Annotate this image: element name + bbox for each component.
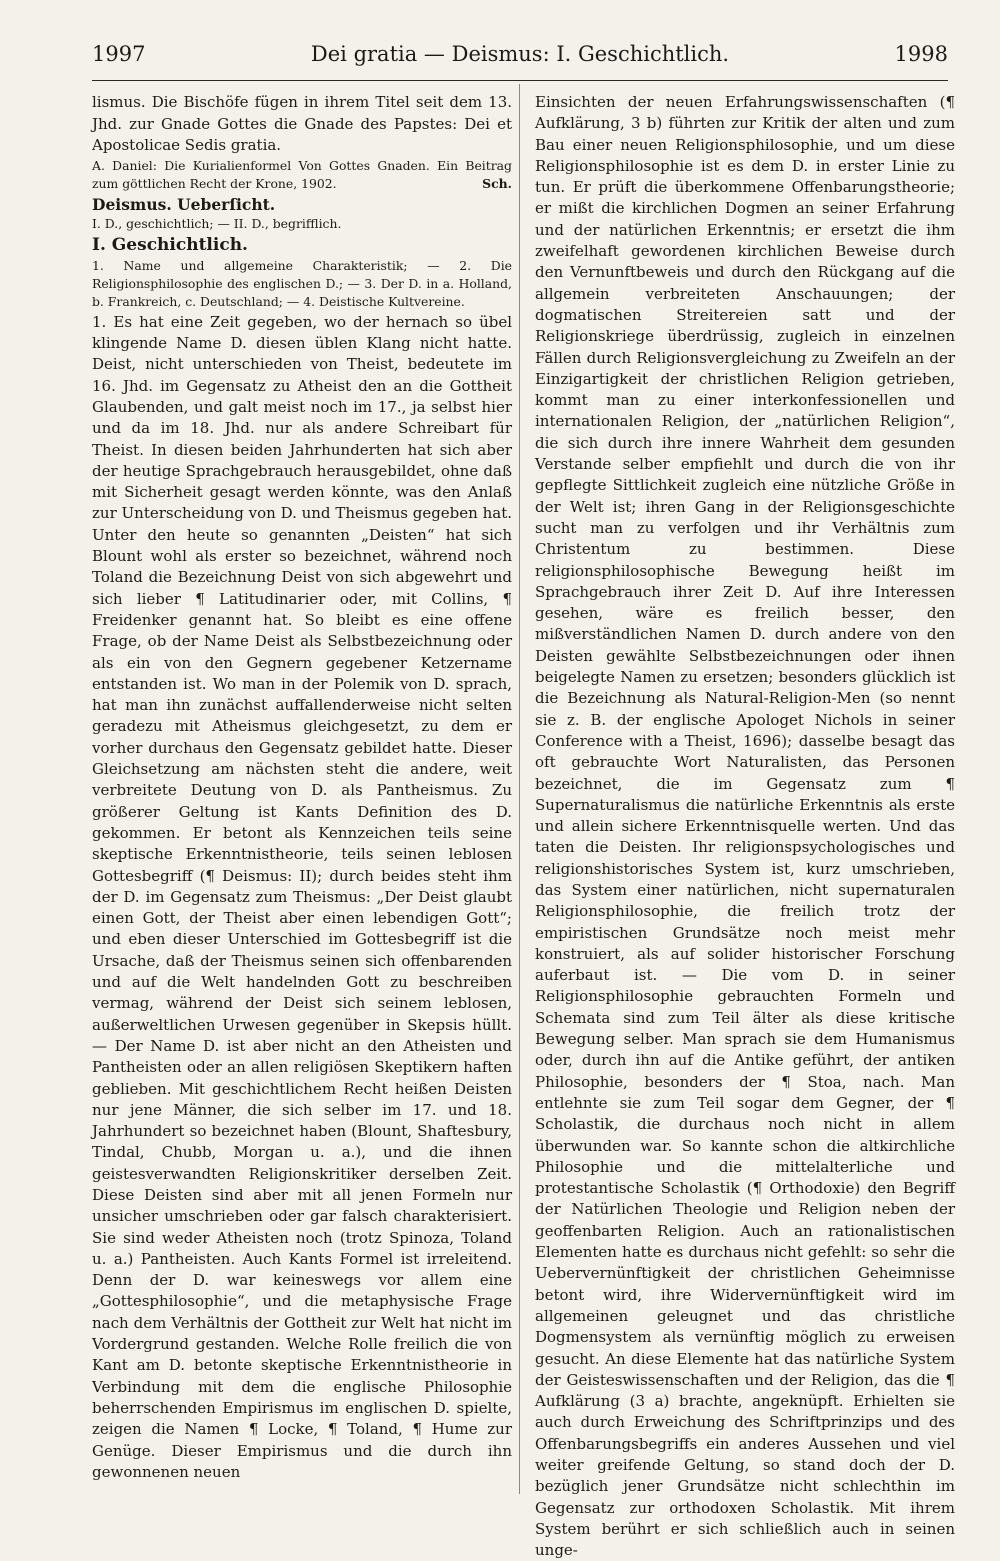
literature-text: A. Daniel: Die Kurialienformel Von Gottes Gnaden. Ein Beitrag zum göttlichen Recht der Krone, 1902. <box>92 157 512 192</box>
entry-overview: I. D., geschichtlich; — II. D., begrifflich. <box>92 216 342 232</box>
author-signature: Sch. <box>482 176 512 192</box>
intro-paragraph: lismus. Die Bischöfe fügen in ihrem Titel seit dem 13. Jhd. zur Gnade Gottes die Gnade des Papstes: Dei et Apostolicae Sedis gratia. <box>92 93 512 155</box>
page-number-right: 1998 <box>894 42 948 66</box>
right-column <box>535 92 955 1561</box>
section-toc: 1. Name und allgemeine Charakteristik; — 2. Die Religionsphilosophie des englischen D.; — 3. Der D. in a. Holland, b. Frankreich, c. Deutschland; — 4. Deistische Kultvereine. <box>92 257 512 310</box>
body-text-left: 1. Es hat eine Zeit gegeben, wo der hernach so übel klingende Name D. diesen üblen Klang nicht hatte. Deist, nicht unterschieden von Theist, bedeutete im 16. Jhd. im Gegensatz zu Atheist den an die Gottheit Glaubenden, und galt meist noch im 17., ja selbst hier und da im 18. Jhd. nur als andere Schreibart für Theist. In diesen beiden Jahrhunderten hat sich aber der heutige Sprachgebrauch herausgebildet, ohne daß mit Sicherheit gesagt werden könnte, was den Anlaß zur Unterscheidung von D. und Theismus gegeben hat. Unter den heute so genannten „Deisten“ hat sich Blount wohl als erster so bezeichnet, während noch Toland die Bezeichnung Deist von sich abgewehrt und sich lieber ¶ Latitudinarier oder, mit Collins, ¶ Freidenker genannt hat. So bleibt es eine offene Frage, ob der Name Deist als Selbstbezeichnung oder als ein von den Gegnern gegebener Ketzername entstanden ist. Wo man in der Polemik von D. sprach, hat man ihn zunächst auffallenderweise nicht selten geradezu mit Atheismus gleichgesetzt, zu dem er vorher durchaus den Gegensatz gebildet hatte. Dieser Gleichsetzung am nächsten steht die andere, weit verbreitete Deutung von D. als Pantheismus. Zu größerer Geltung ist Kants Definition des D. gekommen. Er betont als Kennzeichen teils seine skeptische Erkenntnistheorie, teils seinen leblosen Gottesbegriff (¶ Deismus: II); durch beides steht ihm der D. im Gegensatz zum Theismus: „Der Deist glaubt einen Gott, der Theist aber einen lebendigen Gott“; und eben dieser Unterschied im Gottesbegriff ist die Ursache, daß der Theismus seinen sich offenbarenden und auf die Welt handelnden Gott zu beschreiben vermag, während der Deist sich seinem leblosen, außerweltlichen Urwesen gegenüber in Skepsis hüllt. — Der Name D. ist aber nicht an den Atheisten und Pantheisten oder an allen religiösen Skeptikern haften geblieben. Mit geschichtlichem Recht heißen Deisten nur jene Männer, die sich selber im 17. und 18. Jahrhundert so bezeichnet haben (Blount, Shaftesbury, Tindal, Chubb, Morgan u. a.), und die ihnen geistesverwandten Religionskritiker derselben Zeit. Diese Deisten sind aber mit all jenen Formeln nur unsicher umschrieben oder gar falsch charakterisiert. Sie sind weder Atheisten noch (trotz Spinoza, Toland u. a.) Pantheisten. Auch Kants Formel ist irreleitend. Denn der D. war keineswegs vor allem eine „Gottesphilosophie“, und die metaphysische Frage nach dem Verhältnis der Gottheit zur Welt hat nicht im Vordergrund gestanden. Welche Rolle freilich die von Kant am D. betonte skeptische Erkenntnistheorie in Verbindung mit dem die englische Philosophie beherrschenden Empirismus im englischen D. spielte, zeigen die Namen ¶ Locke, ¶ Toland, ¶ Hume zur Genüge. Dieser Empirismus und die durch ihn gewonnenen neuen <box>92 312 512 1481</box>
left-column <box>92 92 512 1483</box>
column-divider <box>519 84 520 1494</box>
entry-heading: Deismus. Ueberſicht. <box>92 194 276 214</box>
body-text-right: Einsichten der neuen Erfahrungswissenschaften (¶ Aufklärung, 3 b) führten zur Kritik der alten und zum Bau einer neuen Religionsphilosophie, und um diese Religionsphilosophie ist es dem D. in erster Linie zu tun. Er prüft die überkommene Offenbarungstheorie; er mißt die kirchlichen Dogmen an seiner Erfahrung und der natürlichen Erkenntnis; er ersetzt die ihm zweifelhaft gewordenen kirchlichen Beweise durch den Vernunftbeweis und durch den Rückgang auf die allgemein verbreiteten Anschauungen; der dogmatischen Streitereien satt und der Religionskriege überdrüssig, zugleich in einzelnen Fällen durch Religionsvergleichung zu Zweifeln an der Einzigartigkeit der christlichen Religion getrieben, kommt man zu einer interkonfessionellen und internationalen Religion, der „natürlichen Religion“, die sich durch ihre innere Wahrheit dem gesunden Verstande selber empfiehlt und durch die von ihr gepflegte Sittlichkeit zugleich eine nützliche Größe in der Welt ist; ihren Gang in der Religionsgeschichte sucht man zu verfolgen und ihr Verhältnis zum Christentum zu bestimmen. Diese religionsphilosophische Bewegung heißt im Sprachgebrauch ihrer Zeit D. Auf ihre Interessen gesehen, wäre es freilich besser, den mißverständlichen Namen D. durch andere von den Deisten gewählte Selbstbezeichnungen oder ihnen beigelegte Namen zu ersetzen; besonders glücklich ist die Bezeichnung als Natural-Religion-Men (so nennt sie z. B. der englische Apologet Nichols in seiner Conference with a Theist, 1696); dasselbe besagt das oft gebrauchte Wort Naturalisten, das Personen bezeichnet, die im Gegensatz zum ¶ Supernaturalismus die natürliche Erkenntnis als erste und allein sichere Erkenntnisquelle werten. Und das taten die Deisten. Ihr religionspsychologisches und religionshistorisches System ist, kurz umschrieben, das System einer natürlichen, nicht supernaturalen Religionsphilosophie, die freilich trotz der empiristischen Grundsätze noch meist mehr konstruiert, als auf solider historischer Forschung auferbaut ist. — Die vom D. in seiner Religionsphilosophie gebrauchten Formeln und Schemata sind zum Teil älter als diese kritische Bewegung selber. Man sprach sie dem Humanismus oder, durch ihn auf die Antike geführt, der antiken Philosophie, besonders der ¶ Stoa, nach. Man entlehnte sie zum Teil sogar dem Gegner, der ¶ Scholastik, die durchaus noch nicht in allem überwunden war. So kannte schon die altkirchliche Philosophie und die mittelalterliche und protestantische Scholastik (¶ Orthodoxie) den Begriff der Natürlichen Theologie und Religion neben der geoffenbarten Religion. Auch an rationalistischen Elementen hatte es durchaus nicht gefehlt: so sehr die Uebervernünftigkeit der christlichen Geheimnisse betont wird, ihre Widervernünftigkeit wird im allgemeinen geleugnet und das christliche Dogmensystem als vernünftig möglich zu erweisen gesucht. An diese Elemente hat das natürliche System der Geisteswissenschaften und der Religion, das die ¶ Aufklärung (3 a) brachte, angeknüpft. Erhielten sie auch durch Erweichung des Schriftprinzips und des Offenbarungsbegriffs ein anderes Aussehen und viel weiter greifende Geltung, so stand doch der D. bezüglich jener Grundsätze nicht schlechthin im Gegensatz zur orthodoxen Scholastik. Mit ihrem System berührt er sich schließlich auch in seinen unge- <box>535 93 955 1560</box>
section-heading: I. Geschichtlich. <box>92 234 248 255</box>
header-rule <box>92 80 948 81</box>
running-title: Dei gratia — Deismus: I. Geschichtlich. <box>310 42 730 66</box>
running-header <box>92 42 948 76</box>
literature-reference <box>92 157 512 194</box>
page-number-left: 1997 <box>92 42 146 66</box>
